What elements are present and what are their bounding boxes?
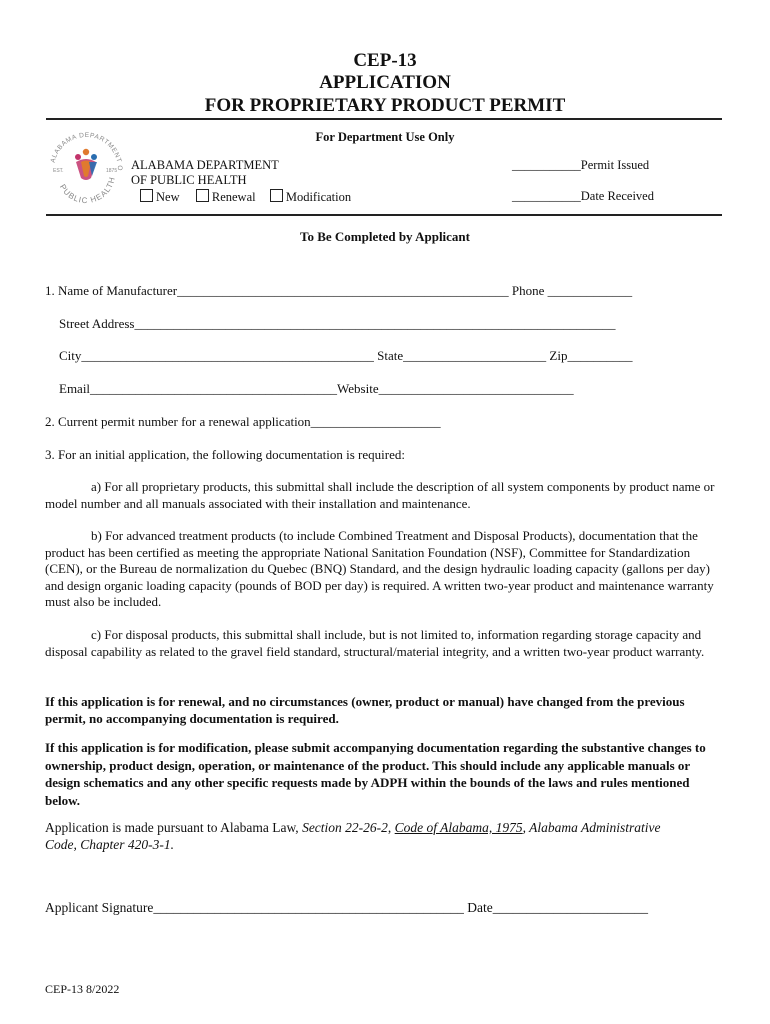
logo-figures-icon [75,149,97,180]
city-state-zip-field[interactable]: City_____________________________________________ State______________________ Zip__________ [59,348,633,363]
logo-est: EST. [53,168,64,174]
street-address-field[interactable]: Street Address__________________________________________________________________________ [59,316,616,331]
renewal-checkbox[interactable] [196,190,256,204]
applicant-section-heading: To Be Completed by Applicant [300,229,470,244]
new-checkbox[interactable] [140,190,180,204]
new-checkbox-label: New [156,190,180,204]
renewal-notice: If this application is for renewal, and no circumstances (owner, product or manual) have changed from the previous permit, no accompanying documentation is required. [45,694,685,726]
modification-notice: If this application is for modification, please submit accompanying documentation regarding the substantive changes to ownership, product design, operation, or maintenance of the product. This should include any applicable manuals or design schematics and any other specific requests made by ADPH within the bounds of the laws and rules mentioned below. [45,740,706,808]
modification-checkbox-label: Modification [285,190,352,204]
dept-use-heading: For Department Use Only [315,130,455,144]
header-bottom-divider [46,214,722,216]
law-suffix: , Alabama Administrative Code, Chapter 420-3-1. [45,820,661,852]
law-section: Section 22-26-2 [302,820,388,835]
date-received-field[interactable]: ___________Date Received [512,189,654,203]
law-code-link: Code of Alabama, 1975 [394,820,523,835]
svg-text:PUBLIC HEALTH [58,176,117,206]
initial-application-heading: 3. For an initial application, the following documentation is required: [45,447,405,462]
law-sep: , [387,820,395,835]
application-type-options [140,189,351,205]
requirement-c: c) For disposal products, this submittal shall include, but is not limited to, information regarding storage capacity and disposal capability as related to the gravel field standard, structural/material integrity, and a written two-year product warranty. [45,627,705,659]
signature-date-field[interactable]: Applicant Signature______________________________________________ Date_______________________ [45,900,648,915]
law-prefix: Application is made pursuant to Alabama Law, [45,820,303,835]
agency-name-line1: ALABAMA DEPARTMENT [131,158,279,172]
form-revision-footer: CEP-13 8/2022 [45,982,120,996]
adph-logo [45,128,127,210]
modification-checkbox[interactable] [270,190,351,204]
law-citation [45,819,695,853]
top-divider [46,118,722,120]
form-title-application: APPLICATION [319,72,451,93]
logo-arc-bottom-text: PUBLIC HEALTH [57,175,117,206]
form-code: CEP-13 [353,50,417,71]
email-website-field[interactable]: Email______________________________________Website______________________________ [59,381,574,396]
current-permit-number-field[interactable]: 2. Current permit number for a renewal application____________________ [45,414,441,429]
form-title: FOR PROPRIETARY PRODUCT PERMIT [204,95,566,116]
requirement-a: a) For all proprietary products, this submittal shall include the description of all system components by product name or model number and all manuals associated with their installation and maintenance. [45,479,715,511]
permit-issued-field[interactable]: ___________Permit Issued [512,158,650,172]
logo-year: 1875 [106,168,118,174]
requirement-b: b) For advanced treatment products (to include Combined Treatment and Disposal Products), documentation that the product has been certified as meeting the appropriate National Sanitation Foundation (NSF), Committee for Standardization (CEN), or the Bureau de normalization du Quebec (BNQ) Standard, and the design hydraulic loading capacity (gallons per day) and design organic loading capacity (pounds of BOD per day) is required. A written two-year product and maintenance warranty must also be included. [45,528,714,609]
agency-name-line2: OF PUBLIC HEALTH [131,173,247,187]
renewal-checkbox-label: Renewal [211,190,256,204]
manufacturer-phone-field[interactable]: 1. Name of Manufacturer___________________________________________________ Phone _____________ [45,283,633,298]
logo-arc-top-text: ALABAMA DEPARTMENT O [49,131,124,172]
